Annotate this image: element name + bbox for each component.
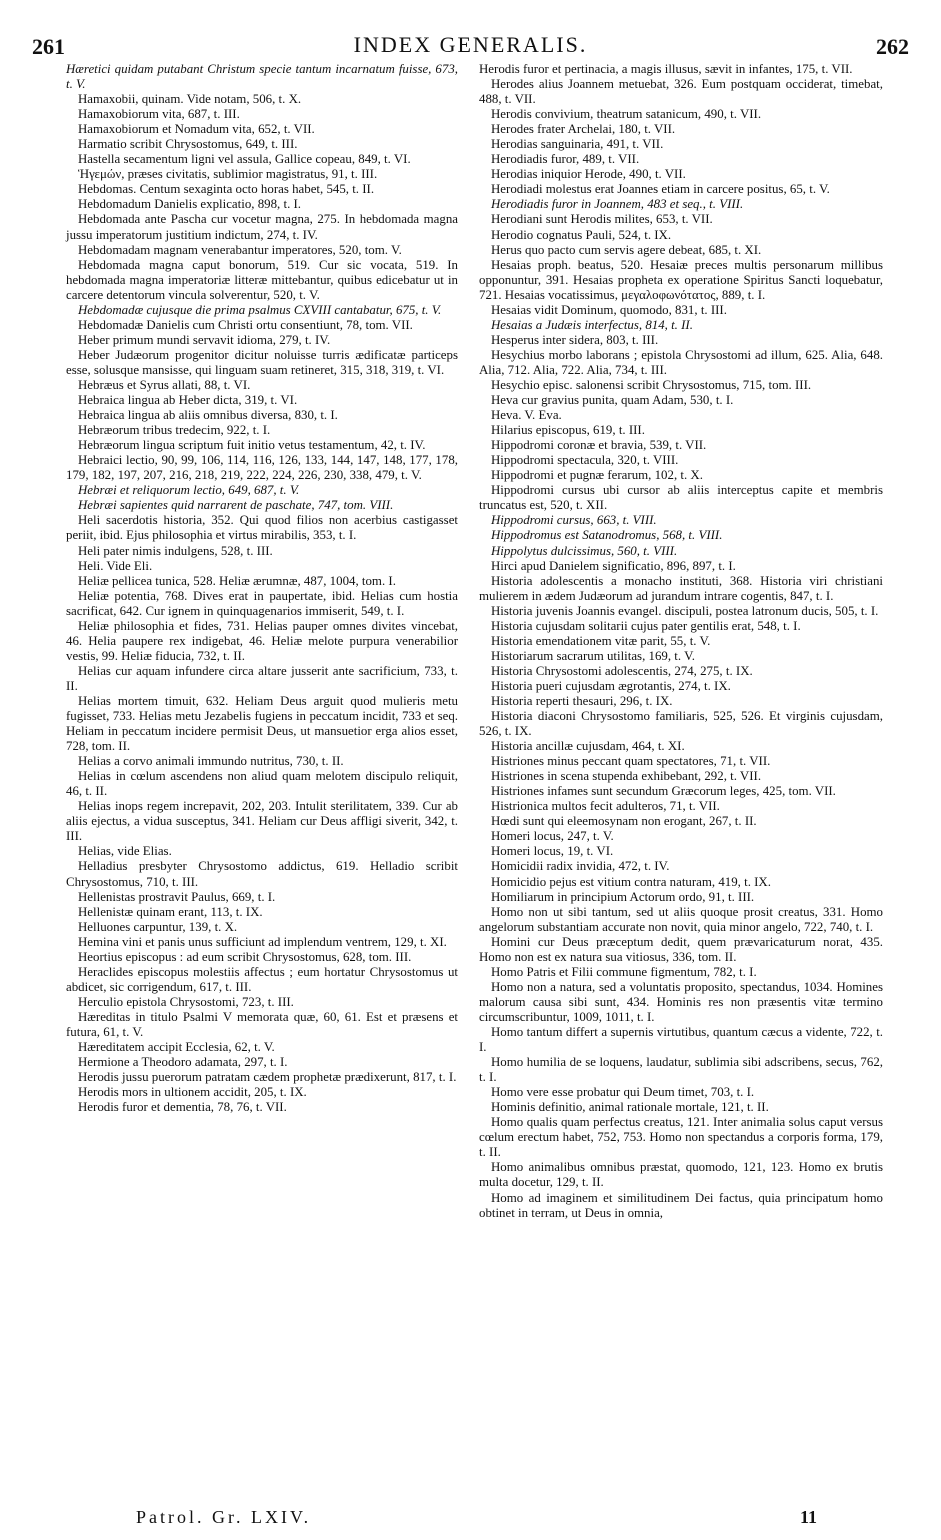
index-entry: Hebraici lectio, 90, 99, 106, 114, 116, 126, 133, 144, 147, 148, 177, 178, 179, 182, 197, 207, 216, 218, 219, 222, 224, 226, 230, 338, 479, t. V. [66,453,458,483]
index-entry: Historia cujusdam solitarii cujus pater gentilis erat, 548, t. I. [491,618,801,633]
index-entry: Heli pater nimis indulgens, 528, t. III. [78,543,273,558]
page-number-right: 262 [876,34,909,59]
index-entry: Hebdomadum Danielis explicatio, 898, t. I. [78,197,302,212]
index-entry: Homo non a natura, sed a voluntatis proposito, spectandus, 1034. Homines malorum causa sibi sunt, 434. Hominis res non præsentis vitæ termino circumscribuntur, 1009, 1011, t. I. [479,979,883,1024]
index-entry: Hebraica lingua ab Heber dicta, 319, t. VI. [78,393,298,408]
page-footer [0,1507,941,1531]
running-title: INDEX GENERALIS. [353,32,588,57]
index-entry: Hœdi sunt qui eleemosynam non erogant, 267, t. II. [491,814,757,829]
index-entry: Homo vere esse probatur qui Deum timet, 703, t. I. [491,1085,755,1100]
index-entry: Hesychius morbo laborans ; epistola Chrysostomi ad illum, 625. Alia, 648. Alia, 712. Alia, 722. Alia, 734, t. III. [479,347,883,377]
index-entry: Heliæ pellicea tunica, 528. Heliæ ærumnæ, 487, 1004, tom. I. [78,573,396,588]
index-entry: Herodiadis furor in Joannem, 483 et seq., t. VIII. [491,197,744,212]
index-entry: Histriones minus peccant quam spectatores, 71, t. VII. [491,754,771,769]
index-entry: Ἡγεμών, præses civitatis, sublimior magistratus, 91, t. III. [78,167,378,182]
index-entry: Heber Judæorum progenitor dicitur noluisse turris ædificatæ particeps esse, solusque mansisse, qui linguam suam retineret, 315, 318, 319, t. VI. [66,347,458,377]
index-entry: Herodiani sunt Herodis milites, 653, t. VII. [491,212,713,227]
index-entry: Hebdomada magna caput bonorum, 519. Cur sic vocata, 519. In hebdomada magna imperatoriæ litteræ mittebantur, quibus edicebatur ut in carcere detentorum vincula solverentur, 520, t. V. [66,257,458,302]
index-entry: Homicidii radix invidia, 472, t. IV. [491,859,670,874]
index-entry: Herus quo pacto cum servis agere debeat, 685, t. XI. [491,242,762,257]
index-entry: Heraclides episcopus molestiis affectus ; eum hortatur Chrysostomus ut abdicet, sic corrigendum, 617, t. III. [66,964,458,994]
index-entry: Hirci apud Danielem significatio, 896, 897, t. I. [491,558,736,573]
index-entry: Historiarum sacrarum utilitas, 169, t. V. [491,648,695,663]
index-entry: Herodio cognatus Pauli, 524, t. IX. [491,227,672,242]
index-entry: Hippodromi spectacula, 320, t. VIII. [491,453,679,468]
index-entry: Historia ancillæ cujusdam, 464, t. XI. [491,739,685,754]
sheet-number: 11 [800,1507,818,1527]
index-entry: Homo ad imaginem et similitudinem Dei factus, quia principatum homo obtinet in terram, ut Deus in omnia, [479,1190,883,1220]
index-entry: Historia adolescentis a monacho instituti, 368. Historia viri christiani mulierem in ædem Judæorum ad jurandum intrare cogentis, 847, t. I. [479,573,883,603]
index-entry: Helias cur aquam infundere circa altare jusserit ante sacrificium, 733, t. II. [66,663,458,693]
index-entry: Historia pueri cujusdam ægrotantis, 274, t. IX. [491,678,731,693]
index-entry: Homo non ut sibi tantum, sed ut aliis quoque prosit creatus, 331. Homo angelorum substantiam accurate non novit, quia minor angelo, 722, 740, t. I. [479,904,883,934]
index-entry: Herodis furor et pertinacia, a magis illusus, sævit in infantes, 175, t. VII. [479,62,853,76]
index-entry: Histriones infames sunt secundum Græcorum leges, 425, tom. VII. [491,784,836,799]
right-column [479,62,883,1221]
index-entry: Hippodromi et pugnæ ferarum, 102, t. X. [491,468,703,483]
index-entry: Helluones carpuntur, 139, t. X. [78,919,238,934]
index-entry: Historia reperti thesauri, 296, t. IX. [491,693,673,708]
index-entry: Hæretici quidam putabant Christum specie tantum incarnatum fuisse, 673, t. V. [66,62,458,92]
index-entry: Historia juvenis Joannis evangel. discipuli, postea latronum ducis, 505, t. I. [491,603,879,618]
index-entry: Hesaias a Judæis interfectus, 814, t. II. [491,317,693,332]
index-entry: Homini cur Deus præceptum dedit, quem prævaricaturum norat, 435. Homo non est ex natura sua vitiosus, 336, tom. II. [479,934,883,964]
index-entry: Helladius presbyter Chrysostomo addictus, 619. Helladio scribit Chrysostomus, 710, t. III. [66,859,458,889]
index-entry: Heli. Vide Eli. [78,558,153,573]
index-entry: Herodes alius Joannem metuebat, 326. Eum postquam occiderat, timebat, 488, t. VII. [479,77,883,107]
index-entry: Hippodromi coronæ et bravia, 539, t. VII. [491,438,707,453]
index-entry: Hellenistæ quinam erant, 113, t. IX. [78,904,263,919]
index-entry: Hebræorum tribus tredecim, 922, t. I. [78,423,271,438]
index-entry: Hippodromi cursus ubi cursor ab aliis interceptus capite et membris truncatus est, 520, t. XII. [479,483,883,513]
index-entry: Homo Patris et Filii commune figmentum, 782, t. I. [491,964,757,979]
index-entry: Herodiadis furor, 489, t. VII. [491,152,640,167]
index-entry: Hamaxobiorum vita, 687, t. III. [78,107,240,122]
index-entry: Helias a corvo animali immundo nutritus, 730, t. II. [78,754,344,769]
index-entry: Hippolytus dulcissimus, 560, t. VIII. [491,543,678,558]
index-entry: Herodis mors in ultionem accidit, 205, t. IX. [78,1085,307,1100]
index-entry: Hamaxobiorum et Nomadum vita, 652, t. VII. [78,122,315,137]
index-entry: Hebræorum lingua scriptum fuit initio vetus testamentum, 42, t. IV. [78,438,426,453]
index-entry: Homiliarum in principium Actorum ordo, 91, t. III. [491,889,755,904]
page-header [32,30,909,58]
index-entry: Historia emendationem vitæ parit, 55, t. V. [491,633,711,648]
index-entry: Hamaxobii, quinam. Vide notam, 506, t. X. [78,92,302,107]
index-entry: Homicidio pejus est vitium contra naturam, 419, t. IX. [491,874,771,889]
index-entry: Heortius episcopus : ad eum scribit Chrysostomus, 628, tom. III. [78,949,412,964]
index-entry: Hesaias proph. beatus, 520. Hesaiæ preces multis personarum millibus opponuntur, 391. Hesaias propheta ex operatione Spiritus Sancti loquebatur, 721. Hesaias vocatissimus, μεγαλοφωνότατος, 889, t. I. [479,257,883,302]
index-entry: Hebræi et reliquorum lectio, 649, 687, t. V. [78,483,300,498]
index-entry: Homeri locus, 19, t. VI. [491,844,614,859]
index-entry: Hebræi sapientes quid narrarent de paschate, 747, tom. VIII. [78,498,394,513]
index-entry: Herodis jussu puerorum patratam cædem prophetæ prædixerunt, 817, t. I. [78,1070,457,1085]
index-entry: Hermione a Theodoro adamata, 297, t. I. [78,1055,288,1070]
index-entry: Hastella secamentum ligni vel assula, Gallice copeau, 849, t. VI. [78,152,411,167]
index-entry: Herodes frater Archelai, 180, t. VII. [491,122,676,137]
index-entry: Historia diaconi Chrysostomo familiaris, 525, 526. Et virginis cujusdam, 526, t. IX. [479,709,883,739]
left-column [66,62,458,1115]
index-entry: Harmatio scribit Chrysostomus, 649, t. III. [78,137,298,152]
index-entry: Herodias iniquior Herode, 490, t. VII. [491,167,686,182]
index-entry: Hebdomada ante Pascha cur vocetur magna, 275. In hebdomada magna jussu imperatorum justitium indictum, 274, t. IV. [66,212,458,242]
index-entry: Herodis convivium, theatrum satanicum, 490, t. VII. [491,107,762,122]
index-entry: Histrionica multos fecit adulteros, 71, t. VII. [491,799,720,814]
index-entry: Herodiadi molestus erat Joannes etiam in carcere positus, 65, t. V. [491,182,830,197]
index-entry: Hebraica lingua ab aliis omnibus diversa, 830, t. I. [78,408,338,423]
index-entry: Heli sacerdotis historia, 352. Qui quod filios non acerbius castigasset periit, ibid. Ejus philosophia et virtus mirabilis, 353, t. I. [66,513,458,543]
index-entry: Herodias sanguinaria, 491, t. VII. [491,137,664,152]
index-entry: Heliæ philosophia et fides, 731. Helias pauper omnes divites vincebat, 46. Helia paupere rex indigebat, 46. Heliæ melote purpura venerabilior vestis, 99. Heliæ fiducia, 732, t. II. [66,618,458,663]
index-entry: Hominis definitio, animal rationale mortale, 121, t. II. [491,1100,769,1115]
index-entry: Hippodromi cursus, 663, t. VIII. [491,513,657,528]
index-entry: Histriones in scena stupenda exhibebant, 292, t. VII. [491,769,762,784]
index-entry: Hesaias vidit Dominum, quomodo, 831, t. III. [491,302,727,317]
index-entry: Helias, vide Elias. [78,844,172,859]
index-entry: Heliæ potentia, 768. Dives erat in paupertate, ibid. Helias cum hostia sacrificat, 642. Cur ignem in quinquagenarios immiserit, 549, t. I. [66,588,458,618]
page-number-left: 261 [32,34,65,59]
index-entry: Homo qualis quam perfectus creatus, 121. Inter animalia solus caput versus cœlum erectum habet, 752, 753. Homo non spectandus a corporis forma, 179, t. II. [479,1115,883,1160]
index-entry: Hebdomas. Centum sexaginta octo horas habet, 545, t. II. [78,182,375,197]
index-entry: Hebdomadæ Danielis cum Christi ortu consentiunt, 78, tom. VII. [78,317,413,332]
index-entry: Helias inops regem increpavit, 202, 203. Intulit sterilitatem, 339. Cur ab aliis ejectus, a vidua susceptus, 341. Heliam cur Deus affligi siverit, 342, t. III. [66,799,458,844]
index-entry: Hebdomadam magnam venerabantur imperatores, 520, tom. V. [78,242,402,257]
signature-mark: Patrol. Gr. LXIV. [136,1507,312,1527]
index-entry: Hellenistas prostravit Paulus, 669, t. I. [78,889,276,904]
index-entry: Hebdomadæ cujusque die prima psalmus CXVIII cantabatur, 675, t. V. [78,302,442,317]
index-entry: Herodis furor et dementia, 78, 76, t. VII. [78,1100,287,1115]
index-entry: Hesychio episc. salonensi scribit Chrysostomus, 715, tom. III. [491,377,812,392]
index-entry: Herculio epistola Chrysostomi, 723, t. III. [78,994,294,1009]
index-entry: Hæreditas in titulo Psalmi V memorata quæ, 60, 61. Est et præsens et futura, 61, t. V. [66,1009,458,1039]
index-entry: Helias mortem timuit, 632. Heliam Deus arguit quod mulieris metu fugisset, 733. Helias metu Jezabelis fugiens in peccatum incidit, 733 et seq. Heliam in peccatum incidere permisit Deus, ut mansuetior erga alios esset, 728, tom. II. [66,693,458,754]
index-entry: Hebræus et Syrus allati, 88, t. VI. [78,377,251,392]
index-entry: Hæreditatem accipit Ecclesia, 62, t. V. [78,1040,275,1055]
index-entry: Homo tantum differt a supernis virtutibus, quantum cæcus a vidente, 722, t. I. [479,1025,883,1055]
index-entry: Helias in cœlum ascendens non aliud quam melotem discipulo reliquit, 46, t. II. [66,769,458,799]
index-entry: Homo animalibus omnibus præstat, quomodo, 121, 123. Homo ex brutis multa docetur, 129, t. II. [479,1160,883,1190]
index-entry: Hilarius episcopus, 619, t. III. [491,423,645,438]
index-entry: Homo humilia de se loquens, laudatur, sublimia sibi adscribens, secus, 762, t. I. [479,1055,883,1085]
index-entry: Heva cur gravius punita, quam Adam, 530, t. I. [491,393,734,408]
index-entry: Heber primum mundi servavit idioma, 279, t. IV. [78,332,331,347]
index-entry: Hemina vini et panis unus sufficiunt ad implendum ventrem, 129, t. XI. [78,934,447,949]
index-entry: Historia Chrysostomi adolescentis, 274, 275, t. IX. [491,663,753,678]
index-entry: Hippodromus est Satanodromus, 568, t. VIII. [491,528,723,543]
index-entry: Homeri locus, 247, t. V. [491,829,614,844]
index-entry: Heva. V. Eva. [491,408,562,423]
index-entry: Hesperus inter sidera, 803, t. III. [491,332,659,347]
